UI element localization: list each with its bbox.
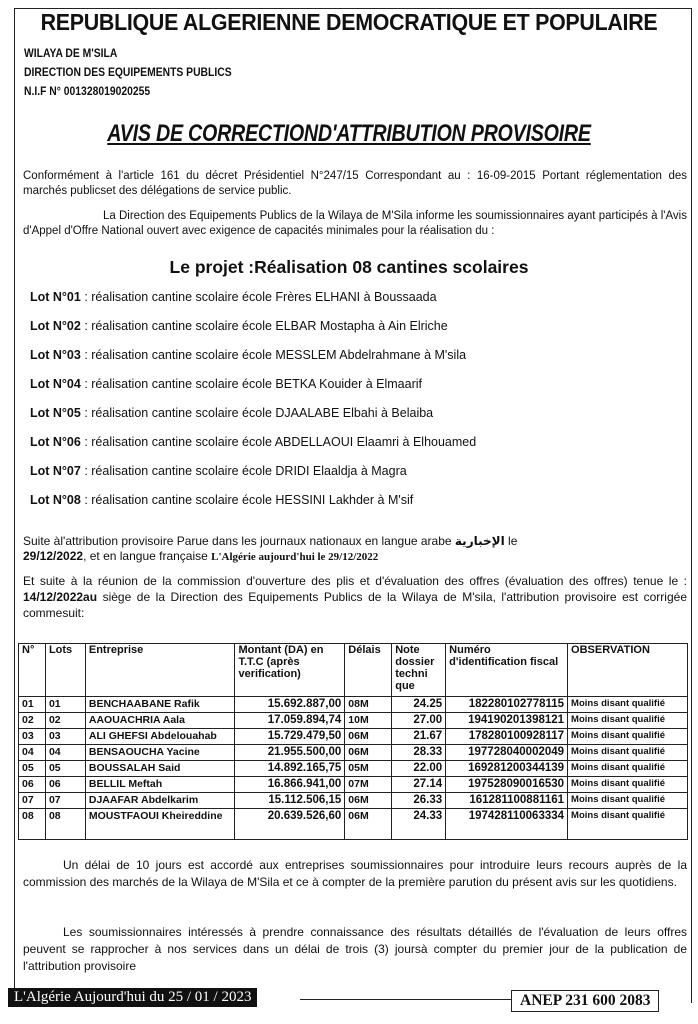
cell-nif: 197728040002049 [446, 745, 568, 761]
cell-note: 22.00 [392, 761, 446, 777]
lot-item [30, 493, 413, 507]
cell-note: 24.25 [392, 697, 446, 713]
cell-delai: 08M [345, 697, 392, 713]
attribution-table [18, 643, 688, 840]
republic-heading: REPUBLIQUE ALGERIENNE DEMOCRATIQUE ET POPULAIRE [40, 9, 658, 35]
cell-entreprise: MOUSTFAOUI Kheireddine [85, 809, 235, 840]
cell-nif: 194190201398121 [446, 713, 568, 729]
meeting-date: 14/12/2022au [23, 590, 98, 604]
cell-lot: 01 [45, 697, 85, 713]
publication-text: Suite àl'attribution provisoire Parue dans les journaux nationaux en langue arabe [23, 534, 455, 548]
cell-number: 01 [19, 697, 46, 713]
intro-paragraph-direction: La Direction des Equipements Publics de la Wilaya de M'Sila informe les soumissionnaires ayant participés à l'Avis d'Appel d'Offre National ouvert avec exigence de capacités minimales pour la réalisation du : [23, 210, 687, 237]
lot-item [30, 435, 476, 449]
cell-delai: 05M [345, 761, 392, 777]
table-row [19, 713, 688, 729]
cell-entreprise: ALI GHEFSI Abdelouahab [85, 729, 235, 745]
cell-note: 27.14 [392, 777, 446, 793]
cell-delai: 06M [345, 809, 392, 840]
notice-title: AVIS DE CORRECTIOND'ATTRIBUTION PROVISOIRE [107, 120, 591, 147]
cell-number: 08 [19, 809, 46, 840]
cell-nif: 197528090016530 [446, 777, 568, 793]
table-row [19, 745, 688, 761]
cell-nif: 161281100881161 [446, 793, 568, 809]
cell-entreprise: BELLIL Meftah [85, 777, 235, 793]
lot-item [30, 290, 437, 304]
cell-note: 27.00 [392, 713, 446, 729]
cell-lot: 05 [45, 761, 85, 777]
lot-label: Lot N°03 [30, 348, 81, 362]
cell-entreprise: BENCHAABANE Rafik [85, 697, 235, 713]
table-row [19, 761, 688, 777]
commission-paragraph [23, 573, 687, 621]
cell-nif: 178280100928117 [446, 729, 568, 745]
cell-observation: Moins disant qualifié [568, 713, 688, 729]
publication-text: , et en langue française [83, 549, 212, 563]
table-row [19, 777, 688, 793]
cell-nif: 182280102778115 [446, 697, 568, 713]
publication-text: le [504, 534, 518, 548]
cell-montant: 14.892.165,75 [235, 761, 345, 777]
cell-number: 03 [19, 729, 46, 745]
cell-delai: 06M [345, 793, 392, 809]
cell-number: 06 [19, 777, 46, 793]
col-header-observation: OBSERVATION [568, 644, 688, 697]
col-header-note: Note dossier techni que [392, 644, 446, 697]
intro-paragraph-legal: Conformément à l'article 161 du décret Présidentiel N°247/15 Correspondant au : 16-09-2015 Portant réglementation des marchés publicset des délégations de service public. [23, 170, 687, 197]
cell-montant: 15.692.887,00 [235, 697, 345, 713]
cell-montant: 17.059.894,74 [235, 713, 345, 729]
cell-delai: 06M [345, 745, 392, 761]
lot-item [30, 464, 407, 478]
cell-observation: Moins disant qualifié [568, 761, 688, 777]
cell-delai: 10M [345, 713, 392, 729]
arabic-newspaper: الإخبارية [454, 534, 505, 548]
cell-note: 26.33 [392, 793, 446, 809]
cell-nif: 197428110063334 [446, 809, 568, 840]
cell-lot: 02 [45, 713, 85, 729]
table-row [19, 697, 688, 713]
publication-badge: L'Algérie Aujourd'hui du 25 / 01 / 2023 [8, 988, 257, 1007]
lot-item [30, 377, 422, 391]
publication-reference [23, 534, 687, 565]
lot-label: Lot N°02 [30, 319, 81, 333]
results-paragraph: Les soumissionnaires intéressés à prendre connaissance des résultats détaillés de l'évaluation de leurs offres peuvent se rapprocher à nos services dans un délai de trois (3) joursà compter du premier jour de la publication de l'attribution provisoire [23, 925, 687, 973]
cell-number: 04 [19, 745, 46, 761]
cell-montant: 16.866.941,00 [235, 777, 345, 793]
direction-label: DIRECTION DES EQUIPEMENTS PUBLICS [24, 67, 232, 79]
lot-description: : réalisation cantine scolaire école ABDELLAOUI Elaamri à Elhouamed [80, 435, 477, 449]
cell-note: 28.33 [392, 745, 446, 761]
lot-label: Lot N°07 [30, 464, 81, 478]
lot-label: Lot N°05 [30, 406, 81, 420]
project-title: Le projet :Réalisation 08 cantines scolaires [169, 257, 529, 277]
cell-lot: 08 [45, 809, 85, 840]
cell-entreprise: DJAAFAR Abdelkarim [85, 793, 235, 809]
commission-text: Et suite à la réunion de la commission d'ouverture des plis et d'évaluation des offres (évaluation des offres) tenue le : [23, 574, 687, 588]
cell-observation: Moins disant qualifié [568, 697, 688, 713]
cell-observation: Moins disant qualifié [568, 793, 688, 809]
cell-observation: Moins disant qualifié [568, 809, 688, 840]
anep-reference: ANEP 231 600 2083 [511, 990, 659, 1012]
cell-montant: 20.639.526,60 [235, 809, 345, 840]
lot-label: Lot N°04 [30, 377, 81, 391]
col-header-montant: Montant (DA) en T.T.C (après verification) [235, 644, 345, 697]
table-row [19, 809, 688, 840]
lot-label: Lot N°01 [30, 290, 81, 304]
lot-label: Lot N°06 [30, 435, 81, 449]
cell-observation: Moins disant qualifié [568, 777, 688, 793]
col-header-lots: Lots [45, 644, 85, 697]
lot-label: Lot N°08 [30, 493, 81, 507]
nif-label: N.I.F N° 001328019020255 [24, 86, 151, 98]
lot-description: : réalisation cantine scolaire école DJAALABE Elbahi à Belaiba [80, 406, 434, 420]
publication-date: 29/12/2022 [23, 549, 84, 563]
footer-divider [300, 999, 512, 1000]
wilaya-label: WILAYA DE M'SILA [24, 48, 118, 60]
cell-lot: 03 [45, 729, 85, 745]
cell-lot: 06 [45, 777, 85, 793]
lot-description: : réalisation cantine scolaire école HESSINI Lakhder à M'sif [80, 493, 414, 507]
lot-description: : réalisation cantine scolaire école DRIDI Elaaldja à Magra [80, 464, 407, 478]
cell-observation: Moins disant qualifié [568, 729, 688, 745]
cell-number: 02 [19, 713, 46, 729]
cell-note: 24.33 [392, 809, 446, 840]
lot-description: : réalisation cantine scolaire école MESSLEM Abdelrahmane à M'sila [80, 348, 467, 362]
lot-item [30, 348, 466, 362]
col-header-nif: Numéro d'identification fiscal [446, 644, 568, 697]
cell-note: 21.67 [392, 729, 446, 745]
lot-description: : réalisation cantine scolaire école BETKA Kouider à Elmaarif [80, 377, 422, 391]
table-row [19, 793, 688, 809]
col-header-delais: Délais [345, 644, 392, 697]
col-header-number: N° [19, 644, 46, 697]
cell-montant: 15.112.506,15 [235, 793, 345, 809]
lot-description: : réalisation cantine scolaire école Frères ELHANI à Boussaada [80, 290, 437, 304]
cell-delai: 06M [345, 729, 392, 745]
cell-entreprise: BENSAOUCHA Yacine [85, 745, 235, 761]
table-row [19, 729, 688, 745]
cell-delai: 07M [345, 777, 392, 793]
commission-text: siège de la Direction des Equipements Publics de la Wilaya de M'sila, l'attribution provisoire est corrigée commesuit: [23, 590, 687, 620]
cell-number: 07 [19, 793, 46, 809]
cell-montant: 21.955.500,00 [235, 745, 345, 761]
cell-lot: 04 [45, 745, 85, 761]
lot-item [30, 319, 448, 333]
cell-observation: Moins disant qualifié [568, 745, 688, 761]
cell-number: 05 [19, 761, 46, 777]
french-newspaper: L'Algérie aujourd'hui le 29/12/2022 [211, 551, 379, 563]
cell-entreprise: BOUSSALAH Said [85, 761, 235, 777]
cell-lot: 07 [45, 793, 85, 809]
col-header-entreprise: Entreprise [85, 644, 235, 697]
recourse-paragraph: Un délai de 10 jours est accordé aux entreprises soumissionnaires pour introduire leurs recours auprès de la commission des marchés de la Wilaya de M'Sila et ce à compter de la première parution du présent avis sur les quotidiens. [23, 858, 687, 889]
cell-nif: 169281200344139 [446, 761, 568, 777]
table-header-row [19, 644, 688, 697]
lot-description: : réalisation cantine scolaire école ELBAR Mostapha à Ain Elriche [80, 319, 448, 333]
cell-montant: 15.729.479,50 [235, 729, 345, 745]
lot-item [30, 406, 433, 420]
cell-entreprise: AAOUACHRIA Aala [85, 713, 235, 729]
